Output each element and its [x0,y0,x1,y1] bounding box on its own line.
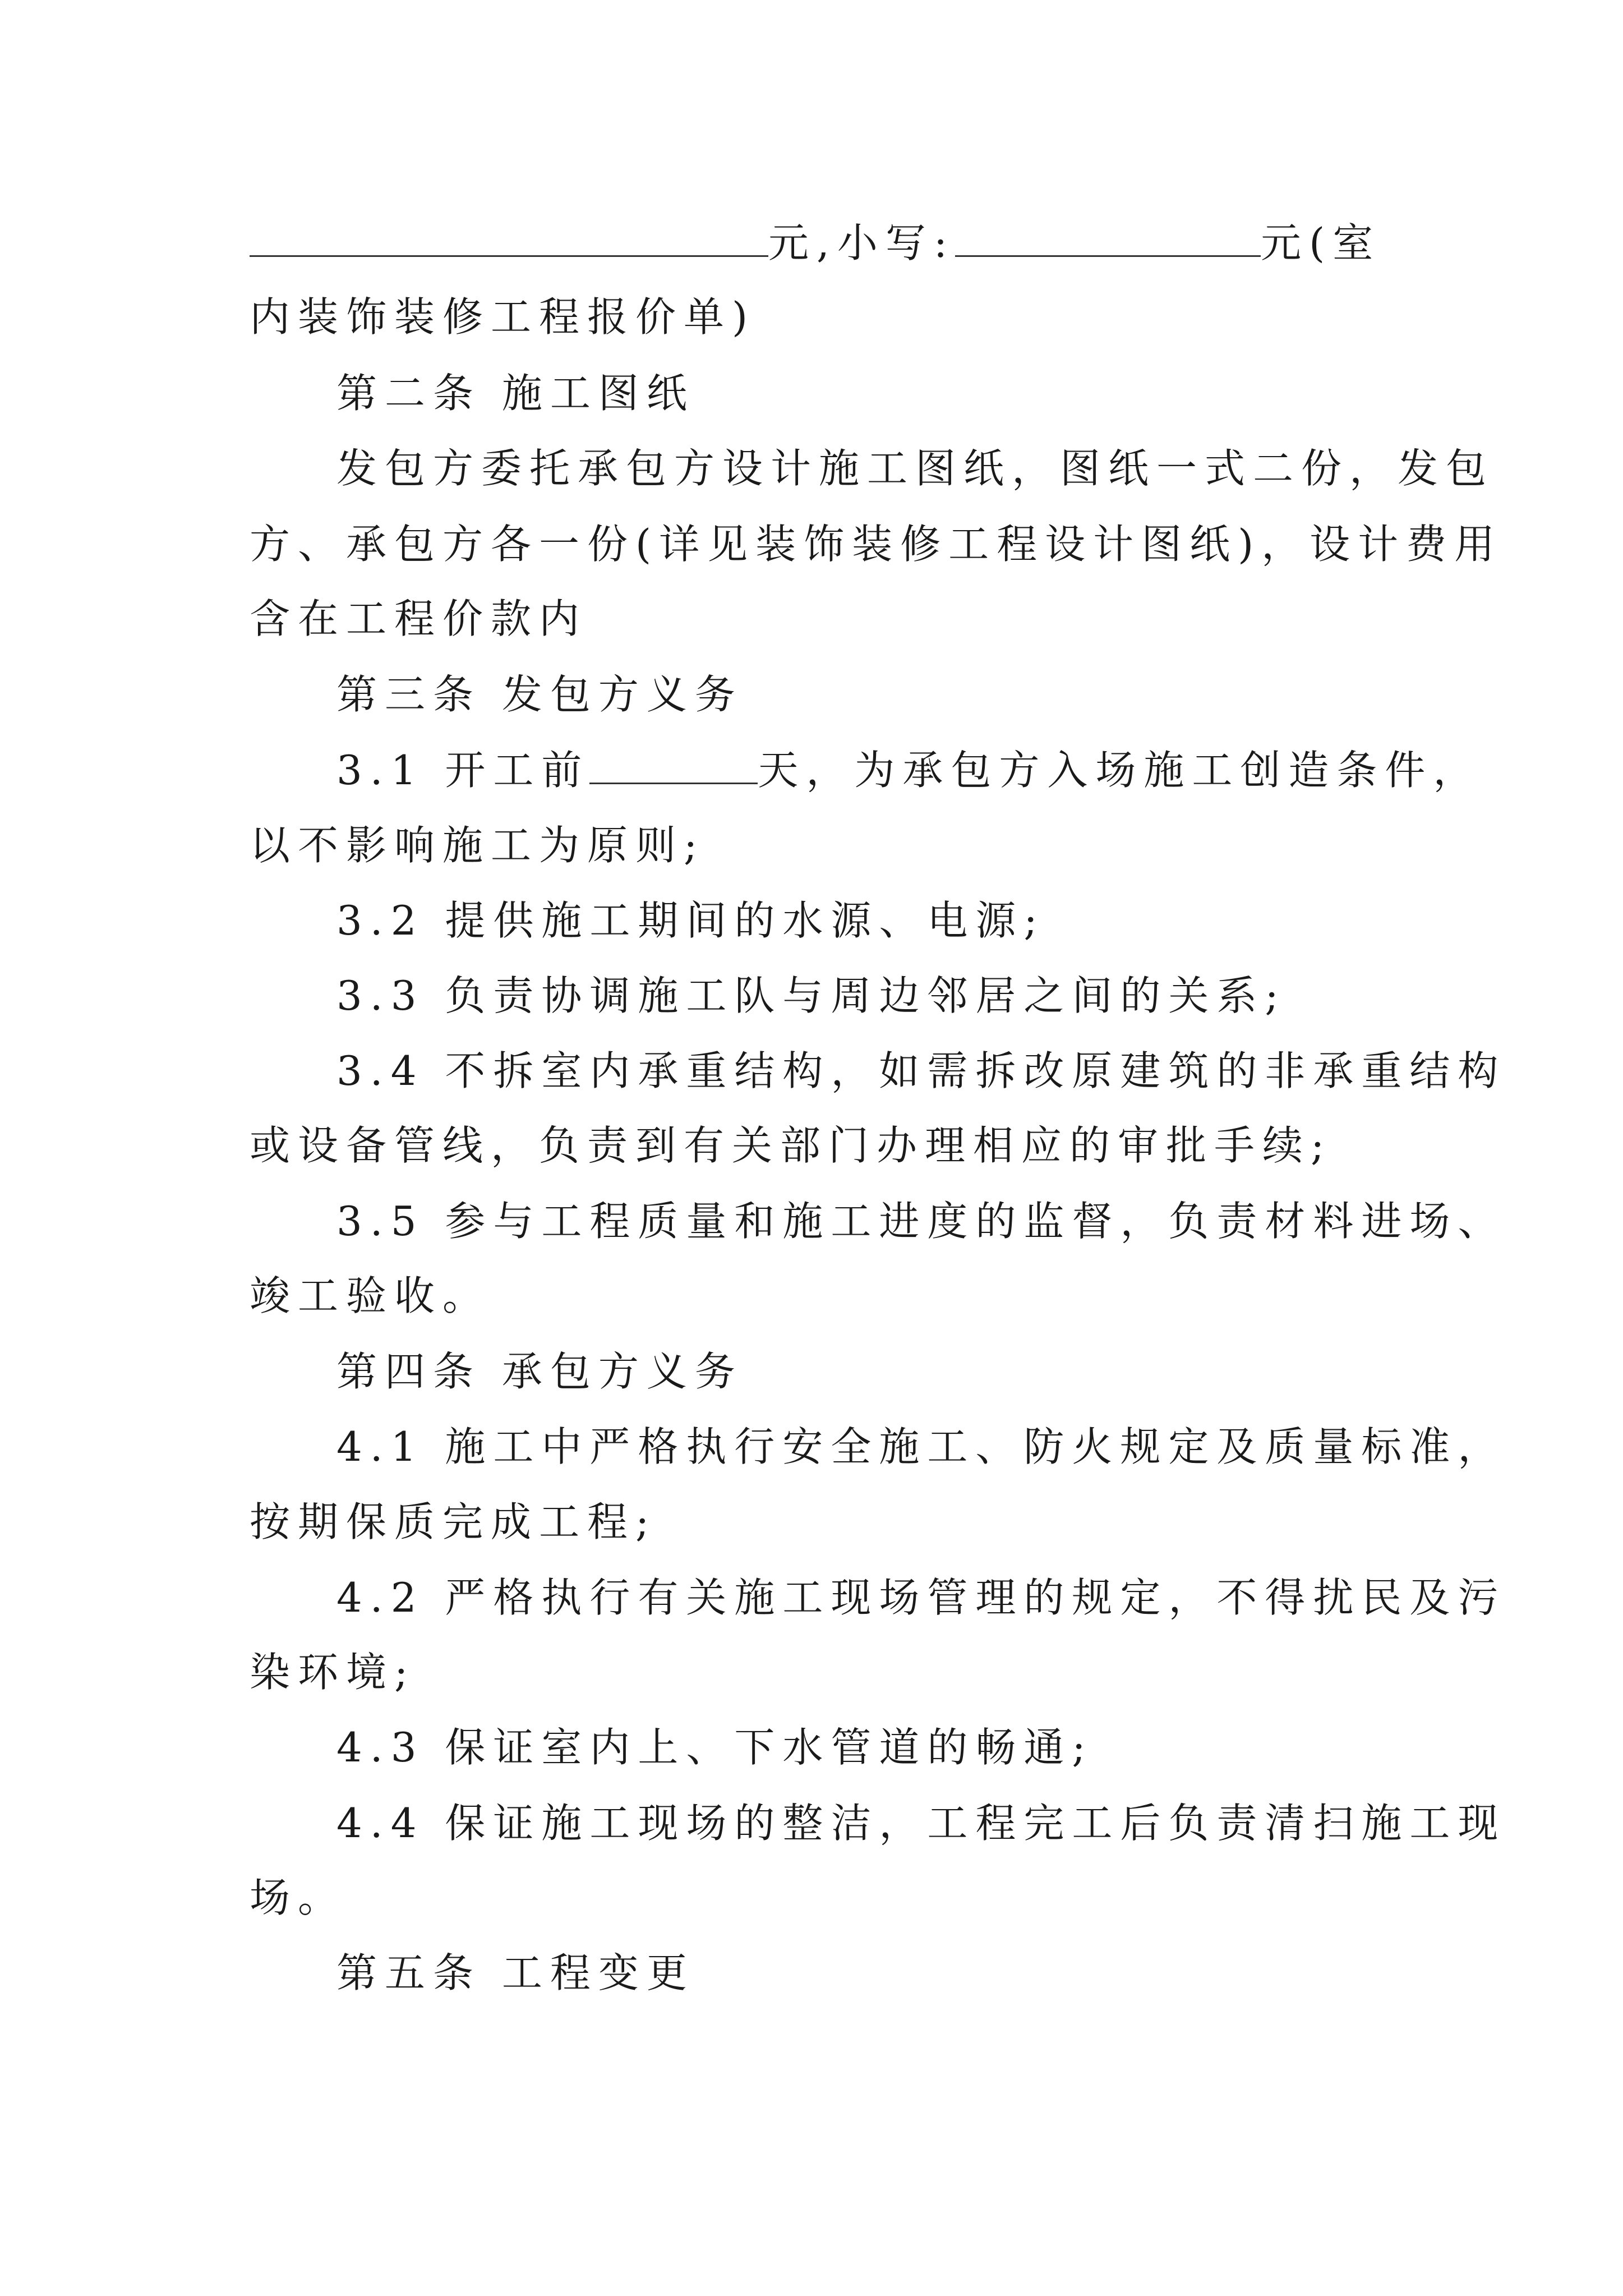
amount-blank-capital[interactable] [250,222,768,257]
clause-heading-4: 第四条 承包方义务 [336,1348,743,1395]
paragraph-line: 3.2 提供施工期间的水源、电源; [336,897,1045,944]
paragraph-line: 4.2 严格执行有关施工现场管理的规定，不得扰民及污 [336,1574,1506,1621]
clause-3-1-text-start: 3.1 开工前 [336,747,590,794]
clause-3-1-text-end: 天，为承包方入场施工创造条件， [758,747,1482,794]
paragraph-line: 3.5 参与工程质量和施工进度的监督，负责材料进场、 [336,1198,1506,1245]
paragraph-line: 发包方委托承包方设计施工图纸，图纸一式二份，发包 [336,445,1495,492]
paragraph-line: 染环境; [250,1649,416,1696]
paragraph-line: 内装饰装修工程报价单) [250,293,756,341]
paragraph-line: 或设备管线，负责到有关部门办理相应的审批手续; [250,1122,1332,1169]
paragraph-line: 4.1 施工中严格执行安全施工、防火规定及质量标准， [336,1423,1506,1470]
paragraph-line: 场。 [250,1874,347,1921]
price-text-1: 元,小写: [768,219,956,266]
paragraph-line: 4.4 保证施工现场的整洁，工程完工后负责清扫施工现 [336,1800,1506,1847]
price-text-2: 元(室 [1261,219,1381,266]
paragraph-line: 4.3 保证室内上、下水管道的畅通; [336,1724,1094,1771]
clause-heading-2: 第二条 施工图纸 [336,370,695,417]
paragraph-line: 3.4 不拆室内承重结构，如需拆改原建筑的非承重结构 [336,1047,1506,1094]
paragraph-line: 方、承包方各一份(详见装饰装修工程设计图纸)，设计费用 [250,521,1503,568]
days-blank[interactable] [589,749,758,784]
clause-heading-5: 第五条 工程变更 [336,1949,695,1996]
paragraph-line: 含在工程价款内 [250,595,588,642]
paragraph-line: 按期保质完成工程; [250,1498,657,1545]
clause-3-1-line [336,745,1482,795]
amount-blank-lowercase[interactable] [955,222,1261,257]
paragraph-line: 3.3 负责协调施工队与周边邻居之间的关系; [336,972,1287,1019]
paragraph-line: 竣工验收。 [250,1272,491,1319]
price-line [250,218,1388,268]
clause-heading-3: 第三条 发包方义务 [336,671,743,718]
paragraph-line: 以不影响施工为原则; [250,822,706,869]
